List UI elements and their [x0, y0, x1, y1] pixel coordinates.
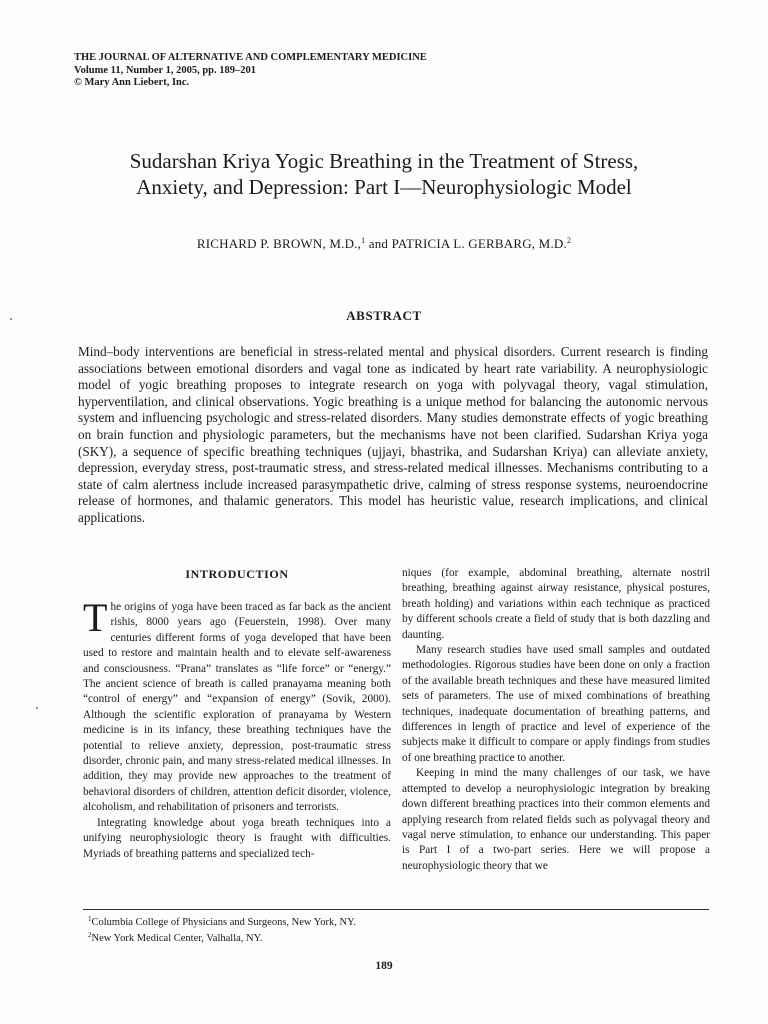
right-column [402, 566, 710, 874]
introduction-heading: INTRODUCTION [185, 567, 289, 581]
footnote-1-marker: 1 [88, 915, 92, 923]
intro-paragraph-1-text: he origins of yoga have been traced as far back as the ancient rishis, 8000 years ago (Feuerstein, 1998). Over many centuries different forms of yoga developed that have been used to restore and maintain health and to elevate self-awareness and consciousness. “Prana” translates as “life force” or “energy.” The ancient science of breath is called pranayama meaning both “control of energy” and “expansion of energy” (Sovik, 2000). Although the scientific exploration of pranayama by Western medicine is in its infancy, these breathing techniques have the potential to relieve anxiety, depression, post-traumatic stress disorder, chronic pain, and many stress-related medical illnesses. In addition, they may provide new approaches to the treatment of behavioral disorders of children, attention deficit disorder, violence, alcoholism, and rehabilitation of prisoners and terrorists. [83, 601, 391, 814]
journal-volume: Volume 11, Number 1, 2005, pp. 189–201 [74, 64, 257, 76]
scan-speck [10, 318, 12, 320]
intro-paragraph-2: Integrating knowledge about yoga breath techniques into a unifying neurophysiologic theory is fraught with difficulties. Myriads of breathing patterns and specialized tech- [83, 816, 391, 860]
journal-header [74, 52, 494, 90]
intro-paragraph-1 [83, 595, 391, 816]
author-2: PATRICIA L. GERBARG, M.D. [391, 236, 567, 251]
abstract-heading: ABSTRACT [346, 308, 422, 323]
authors-conjunction: and [365, 236, 392, 251]
footnote-1 [88, 913, 688, 929]
footnote-1-text: Columbia College of Physicians and Surgeons, New York, NY. [91, 917, 356, 928]
scan-speck [36, 707, 38, 709]
drop-cap: T [83, 595, 108, 640]
journal-copyright: © Mary Ann Liebert, Inc. [74, 77, 190, 88]
right-paragraph-3: Keeping in mind the many challenges of our task, we have attempted to develop a neurophysiologic integration by breaking down different breathing practices into their common elements and applying research from related fields such as polyvagal theory and vagal nerve stimulation, to enhance our understanding. This paper is Part I of a two-part series. Here we will propose a neurophysiologic theory that we [402, 767, 710, 872]
right-paragraph-2: Many research studies have used small samples and outdated methodologies. Rigorous studies have been done on only a fraction of the available breath techniques and these have measured limited sets of parameters. The use of mixed combinations of breathing techniques, inadequate documentation of breathing patterns, and differences in length of practice and level of experience of the subjects make it difficult to compare or apply findings from studies of one breathing practice to another. [402, 644, 710, 764]
footnote-2-marker: 2 [88, 931, 92, 939]
author-1: RICHARD P. BROWN, M.D., [196, 236, 362, 251]
author-2-affiliation: 2 [566, 236, 572, 245]
abstract-text: Mind–body interventions are beneficial in stress-related mental and physical disorders. Current research is finding associations between emotional disorders and vagal tone as indicated by heart rate variability. A neurophysiologic model of yogic breathing proposes to integrate research on yoga with polyvagal theory, vagal stimulation, hyperventilation, and clinical observations. Yogic breathing is a unique method for balancing the autonomic nervous system and influencing psychologic and stress-related disorders. Many studies demonstrate effects of yogic breathing on brain function and physiologic parameters, but the mechanisms have not been clarified. Sudarshan Kriya yoga (SKY), a sequence of specific breathing techniques (ujjayi, bhastrika, and Sudarshan Kriya) can alleviate anxiety, depression, everyday stress, post-traumatic stress, and stress-related medical illnesses. Mechanisms contributing to a state of calm alertness include increased parasympathetic drive, calming of stress response systems, neuroendocrine release of hormones, and thalamic generators. This model has heuristic value, research implications, and clinical applications. [78, 344, 708, 525]
journal-name: THE JOURNAL OF ALTERNATIVE AND COMPLEMENTARY MEDICINE [74, 52, 427, 63]
right-paragraph-1: niques (for example, abdominal breathing, alternate nostril breathing, breathing against airway resistance, physical postures, breath holding) and variations within each technique as practiced by different schools create a field of study that is both dazzling and daunting. [402, 567, 710, 641]
footnote-divider [83, 909, 709, 910]
article-title [60, 148, 708, 200]
title-line-1: Sudarshan Kriya Yogic Breathing in the Treatment of Stress, [129, 149, 639, 173]
authors-line [60, 236, 708, 252]
footnote-2-text: New York Medical Center, Valhalla, NY. [91, 933, 263, 944]
footnote-2 [88, 929, 688, 945]
title-line-2: Anxiety, and Depression: Part I—Neurophysiologic Model [136, 175, 632, 199]
left-column [83, 566, 391, 862]
page-number: 189 [375, 960, 393, 972]
footnotes [88, 913, 688, 945]
author-1-affiliation: 1 [361, 236, 366, 245]
